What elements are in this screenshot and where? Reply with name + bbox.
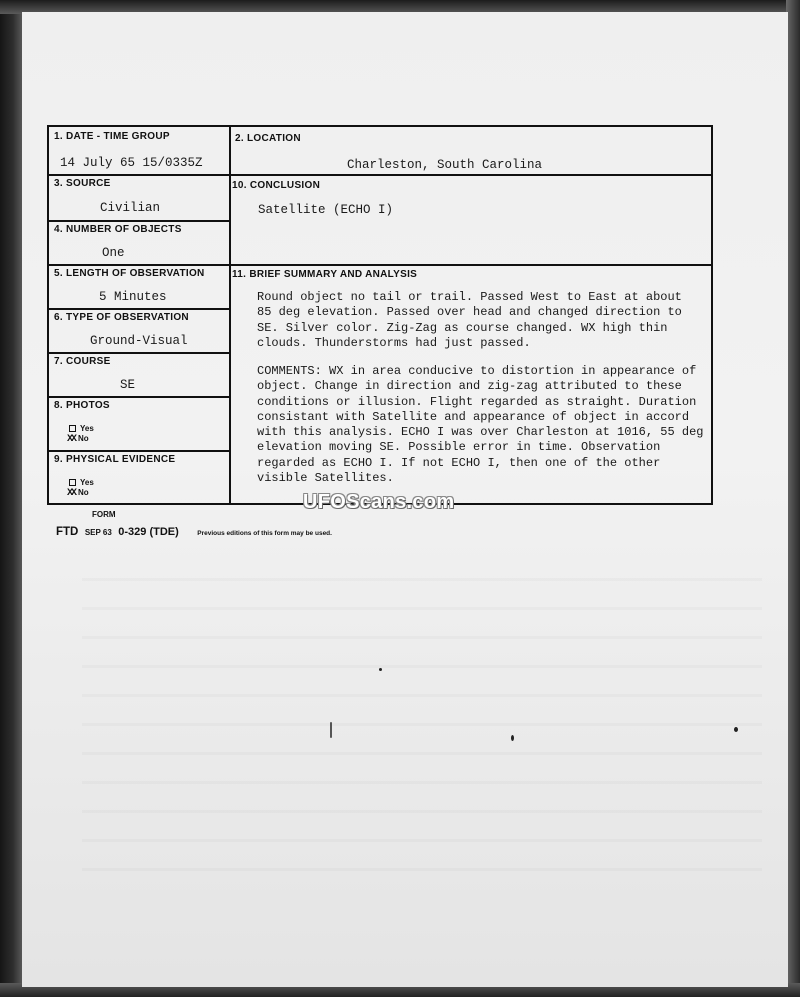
location-label: 2. LOCATION (235, 133, 301, 144)
form-ftd: FTD (56, 526, 79, 538)
comments-line: with this analysis. ECHO I was over Charleston at 1016, 55 deg (257, 425, 704, 440)
source-value: Civilian (100, 201, 161, 215)
form-footer (56, 522, 332, 540)
comments-line: elevation moving SE. Possible error in time. Observation (257, 440, 661, 455)
comments-line: object. Change in direction and zig-zag attributed to these (257, 379, 682, 394)
row-divider (49, 308, 230, 310)
photos-yes-option[interactable] (69, 424, 94, 433)
photos-label: 8. PHOTOS (54, 400, 110, 411)
row-divider (49, 450, 230, 452)
physical-evidence-no-label: No (78, 488, 89, 497)
physical-evidence-no-option[interactable] (67, 488, 89, 499)
length-of-observation-label: 5. LENGTH OF OBSERVATION (54, 268, 205, 279)
checkbox-icon (69, 425, 76, 432)
photos-no-label: No (78, 434, 89, 443)
row-divider (49, 352, 230, 354)
course-label: 7. COURSE (54, 356, 111, 367)
form-number: 0-329 (TDE) (118, 526, 179, 538)
source-label: 3. SOURCE (54, 178, 111, 189)
photos-yes-label: Yes (80, 424, 94, 433)
comments-line: regarded as ECHO I. If not ECHO I, then one of the other (257, 455, 661, 470)
date-time-value: 14 July 65 15/0335Z (60, 156, 203, 170)
photos-no-option[interactable] (67, 434, 89, 445)
comments-line: visible Satellites. (257, 471, 394, 486)
comments-line: conditions or illusion. Flight regarded as straight. Duration (257, 394, 697, 409)
row-divider (49, 264, 230, 266)
dust-speck (330, 722, 332, 738)
typed-x-mark: XX (67, 434, 76, 445)
watermark-text: UFOScans.com (303, 491, 455, 513)
summary-line: clouds. Thunderstorms had just passed. (257, 335, 531, 350)
comments-line: COMMENTS: WX in area conducive to distortion in appearance of (257, 364, 697, 378)
row-divider (229, 264, 713, 266)
column-divider (229, 127, 231, 503)
row-divider (49, 174, 230, 176)
date-time-label: 1. DATE - TIME GROUP (54, 131, 170, 142)
row-divider (229, 174, 713, 176)
summary-line: SE. Silver color. Zig-Zag as course changed. WX high thin (257, 320, 668, 335)
row-divider (49, 396, 230, 398)
conclusion-value: Satellite (ECHO I) (258, 203, 394, 217)
comments-paragraph (257, 364, 703, 486)
number-of-objects-value: One (102, 246, 125, 260)
physical-evidence-yes-label: Yes (80, 478, 94, 487)
number-of-objects-label: 4. NUMBER OF OBJECTS (54, 224, 182, 235)
physical-evidence-label: 9. PHYSICAL EVIDENCE (54, 454, 176, 465)
physical-evidence-yes-option[interactable] (69, 478, 94, 487)
conclusion-label: 10. CONCLUSION (232, 180, 321, 191)
course-value: SE (120, 378, 136, 392)
summary-line: Round object no tail or trail. Passed West to East at about (257, 290, 682, 304)
summary-paragraph (257, 290, 682, 351)
typed-x-mark: XX (67, 488, 76, 499)
brief-summary-label: 11. BRIEF SUMMARY AND ANALYSIS (232, 269, 418, 280)
dust-speck (379, 668, 382, 671)
type-of-observation-value: Ground-Visual (90, 334, 188, 348)
comments-line: consistant with Satellite and appearance of object in accord (257, 409, 690, 424)
scan-border-right (786, 0, 800, 997)
checkbox-icon (69, 479, 76, 486)
type-of-observation-label: 6. TYPE OF OBSERVATION (54, 312, 189, 323)
dust-speck (734, 727, 738, 732)
form-date: SEP 63 (84, 528, 112, 537)
bleed-through-texture (82, 552, 762, 882)
row-divider (49, 220, 230, 222)
length-of-observation-value: 5 Minutes (99, 290, 167, 304)
form-word: FORM (92, 510, 116, 519)
project-record-card (47, 125, 713, 505)
form-note: Previous editions of this form may be used. (197, 530, 332, 537)
location-value: Charleston, South Carolina (347, 158, 543, 172)
summary-line: 85 deg elevation. Passed over head and changed direction to (257, 305, 682, 320)
dust-speck (511, 735, 514, 741)
